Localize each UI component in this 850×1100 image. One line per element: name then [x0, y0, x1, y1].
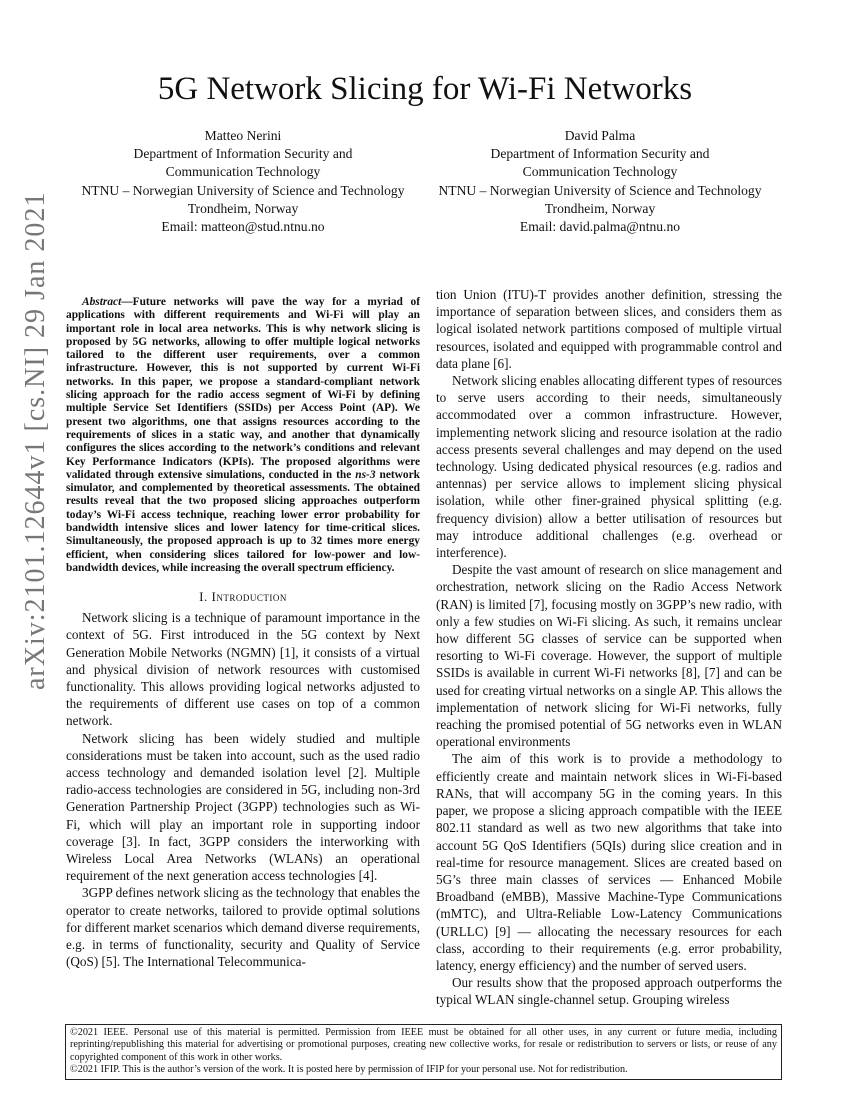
- left-column: [66, 296, 420, 971]
- author-city: Trondheim, Norway: [187, 200, 299, 216]
- author-department-cont: Communication Technology: [165, 164, 321, 180]
- author-city: Trondheim, Norway: [544, 200, 656, 216]
- abstract-text-part1: —Future networks will pave the way for a myriad of applications with different requirements and Wi-Fi will play an important role in local area networks. This is why network slicing is proposed by 5G networks, allowing to offer multiple logical networks tailored to the different user requirements, over a common infrastructure. However, this is not supported by current Wi-Fi networks. In this paper, we propose a standard-compliant network slicing approach for the radio access segment of Wi-Fi by defining multiple Service Set Identifiers (SSIDs) per Access Point (AP). We present two algorithms, one that assigns resources according to the requirements of slices in a static way, and another that dynamically configures the slices according to the network’s conditions and relevant Key Performance Indicators (KPIs). The proposed algorithms were validated through extensive simulations, conducted in the: [66, 296, 420, 481]
- paper-title: 5G Network Slicing for Wi-Fi Networks: [157, 71, 693, 107]
- abstract-text-part2: network simulator, and complemented by theoretical assessments. The obtained results reveal that the two proposed slicing approaches outperform today’s Wi-Fi access technique, reaching lower error probability for bandwidth intensive slices and lower latency for time-critical slices. Simultaneously, the proposed approach is up to 32 times more energy efficient, when considering slices tailored for low-power and low-bandwidth devices, while increasing the overall spectrum efficiency.: [66, 468, 420, 574]
- author-block-2: [425, 127, 775, 236]
- author-university: NTNU – Norwegian University of Science and Technology: [438, 182, 762, 198]
- author-email: Email: david.palma@ntnu.no: [519, 219, 681, 235]
- copyright-notice: [65, 1024, 782, 1080]
- right-column: [436, 286, 782, 1009]
- author-department: Department of Information Security and: [490, 146, 710, 162]
- paragraph: tion Union (ITU)-T provides another definition, stressing the importance of separation between slices, and considers them as logical isolated network partitions composed of multiple virtual resources, isolated and equipped with programmable control and data plane [6].: [436, 287, 782, 371]
- paragraph: The aim of this work is to provide a methodology to efficiently create and maintain network slices in Wi-Fi-based RANs, that will accompany 5G in the coming years. In this paper, we propose a slicing approach compatible with the IEEE 802.11 standard as well as two new algorithms that take into account 5G QoS Identifiers (5QIs) during slice creation and in real-time for resource management. Slices are created based on 5G’s three main classes of services — Enhanced Mobile Broadband (eMBB), Massive Machine-Type Communications (mMTC), and Ultra-Reliable Low-Latency Communications (URLLC) [9] — allocating the necessary resources for each class, according to their requirements (e.g. error probability, latency, energy efficiency) and the number of served users.: [436, 751, 782, 973]
- abstract-simulator-name: ns-3: [355, 468, 376, 481]
- paragraph: Our results show that the proposed approach outperforms the typical WLAN single-channel setup. Grouping wireless: [436, 975, 782, 1008]
- author-department: Department of Information Security and: [133, 146, 353, 162]
- author-name: David Palma: [564, 128, 636, 143]
- paragraph: Network slicing is a technique of paramount importance in the context of 5G. First introduced in the 5G context by Next Generation Mobile Networks (NGMN) [1], it consists of a virtual and physical division of network resources with customised functionality. This allows providing logical networks adjusted to the requirements of different use cases on top of a common network.: [66, 610, 420, 729]
- paragraph: Despite the vast amount of research on slice management and orchestration, network slicing on the Radio Access Network (RAN) is limited [7], focusing mostly on 3GPP’s new radio, with only a few studies on Wi-Fi slicing. As such, it remains unclear how different 5G classes of service can be supported when resorting to Wi-Fi coverage. However, the support of multiple SSIDs is available in current Wi-Fi networks [8], [7] and can be used for creating virtual networks on a single AP. This allows the implementation of network slicing for Wi-Fi networks, fully reaching the promised potential of 5G networks even in WLAN operational environments: [436, 562, 782, 750]
- arxiv-identifier: arXiv:2101.12644v1 [cs.NI] 29 Jan 2021: [20, 191, 51, 690]
- author-email: Email: matteon@stud.ntnu.no: [161, 219, 325, 235]
- ieee-copyright: ©2021 IEEE. Personal use of this material is permitted. Permission from IEEE must be obtained for all other uses, in any current or future media, including reprinting/republishing this material for advertising or promotional purposes, creating new collective works, for resale or redistribution to servers or lists, or reuse of any copyrighted component of this work in other works.: [70, 1027, 777, 1063]
- abstract: [66, 296, 420, 575]
- author-name: Matteo Nerini: [204, 128, 282, 143]
- abstract-label: Abstract: [82, 296, 122, 308]
- author-department-cont: Communication Technology: [522, 164, 678, 180]
- ifip-copyright: ©2021 IFIP. This is the author’s version of the work. It is posted here by permission of IFIP for your personal use. Not for redistribution.: [70, 1064, 628, 1076]
- paragraph: 3GPP defines network slicing as the technology that enables the operator to create networks, tailored to provide optimal solutions for different market scenarios which demand diverse requirements, e.g. in terms of functionality, security and Quality of Service (QoS) [5]. The International Telecommunica-: [66, 885, 420, 970]
- paragraph: Network slicing enables allocating different types of resources to serve users according to their needs, simultaneously accommodated over a common infrastructure. However, implementing network slicing and resource isolation at the radio access presents several challenges and may depend on the used technology. Using dedicated physical resources (e.g. radios and antennas) per service allows to implement slicing physical isolation, while other finer-grained physical splitting (e.g. frequency division) allow a better utilisation of resources but may introduce additional challenges (e.g. overhead or interference).: [436, 373, 782, 561]
- author-university: NTNU – Norwegian University of Science and Technology: [81, 182, 405, 198]
- section-heading-introduction: I. Introduction: [199, 589, 287, 605]
- author-block-1: [68, 127, 418, 236]
- paragraph: Network slicing has been widely studied and multiple considerations must be taken into account, such as the used radio access technology and demanded isolation level [2]. Multiple radio-access technologies are considered in 5G, including non-3rd Generation Partnership Project (3GPP) technologies such as Wi-Fi, which will play an important role in supporting indoor coverage [3]. In fact, 3GPP considers the interworking with Wireless Local Area Networks (WLANs) an operational requirement of the next generation access technologies [4].: [66, 730, 420, 884]
